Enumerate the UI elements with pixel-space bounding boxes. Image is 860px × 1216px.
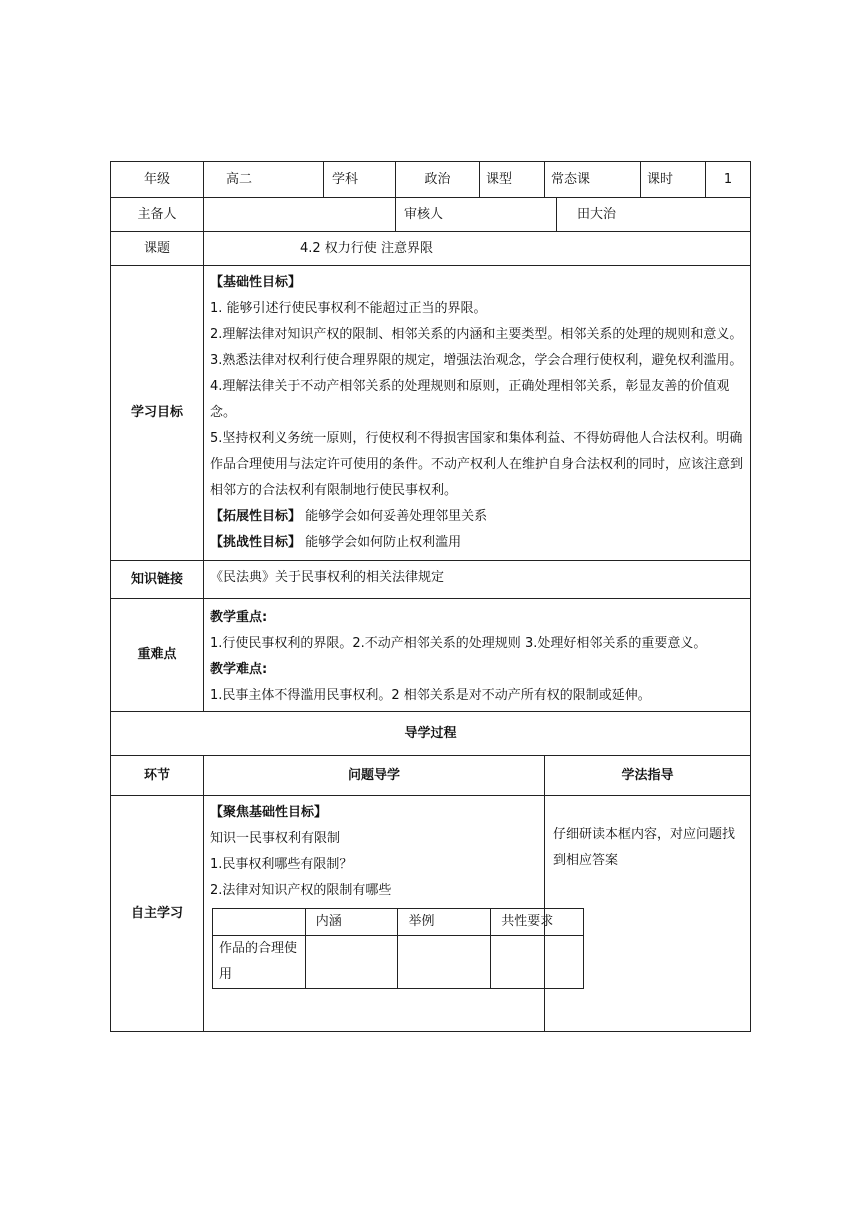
- extension-goal-text: 能够学会如何妥善处理邻里关系: [301, 509, 488, 524]
- topic-label: 课题: [111, 232, 204, 266]
- reviewer-value: 田大治: [557, 198, 751, 232]
- self-study-guide: 仔细研读本框内容，对应问题找到相应答案: [545, 796, 751, 1032]
- type-value: 常态课: [545, 162, 641, 198]
- knowledge-text: 《民法典》关于民事权利的相关法律规定: [204, 561, 751, 599]
- method-header: 学法指导: [545, 756, 751, 796]
- self-study-row: [111, 796, 751, 1032]
- focus-basic-title: 【聚焦基础性目标】: [210, 805, 328, 820]
- ip-table-header-example: 举例: [398, 909, 491, 936]
- knowledge-label: 知识链接: [111, 561, 204, 599]
- grade-label: 年级: [111, 162, 204, 198]
- question-2: 2.法律对知识产权的限制有哪些: [210, 883, 392, 898]
- difficulty-title: 教学难点:: [210, 662, 268, 677]
- keypoints-content: [204, 599, 751, 712]
- hours-value: 1: [706, 162, 751, 198]
- process-header-row: [111, 756, 751, 796]
- ip-table-header-connotation: 内涵: [305, 909, 398, 936]
- stage-header: 环节: [111, 756, 204, 796]
- lesson-plan-page: [110, 161, 750, 1032]
- topic-value: 4.2 权力行使 注意界限: [204, 232, 751, 266]
- objective-item-5: 5.坚持权利义务统一原则，行使权利不得损害国家和集体利益、不得妨碍他人合法权利。明确作品合理使用与法定许可使用的条件。不动产权利人在维护自身合法权利的同时，应该注意到相邻方的合法权利有限制地行使民事权利。: [210, 431, 744, 498]
- challenge-goal: [210, 530, 744, 556]
- extension-goal: [210, 504, 744, 530]
- focus-text: 1.行使民事权利的界限。2.不动产相邻关系的处理规则 3.处理好相邻关系的重要意义。: [210, 636, 707, 651]
- ip-table-cell: [305, 936, 398, 989]
- objective-item-1: 1. 能够引述行使民事权利不能超过正当的界限。: [210, 301, 487, 316]
- objectives-row: [111, 266, 751, 561]
- self-study-content: [204, 796, 554, 1032]
- type-label: 课型: [480, 162, 545, 198]
- knowledge-point-1: 知识一民事权利有限制: [210, 831, 341, 846]
- challenge-goal-text: 能够学会如何防止权利滥用: [301, 535, 462, 550]
- preparer-value: [204, 198, 396, 232]
- basic-goal-title: 【基础性目标】: [210, 275, 302, 290]
- topic-row: [111, 232, 751, 266]
- hours-label: 课时: [641, 162, 706, 198]
- ip-table-row-label: 作品的合理使用: [213, 936, 306, 989]
- objectives-content: [204, 266, 751, 561]
- keypoints-label: 重难点: [111, 599, 204, 712]
- question-1: 1.民事权利哪些有限制？: [210, 857, 353, 872]
- header-row-2: [111, 198, 751, 232]
- subject-label: 学科: [324, 162, 396, 198]
- ip-table-row: [213, 936, 584, 989]
- questions-header: 问题导学: [204, 756, 545, 796]
- focus-title: 教学重点:: [210, 610, 268, 625]
- keypoints-row: [111, 599, 751, 712]
- difficulty-text: 1.民事主体不得滥用民事权利。2 相邻关系是对不动产所有权的限制或延伸。: [210, 688, 651, 703]
- preparer-label: 主备人: [111, 198, 204, 232]
- objective-item-4: 4.理解法律关于不动产相邻关系的处理规则和原则，正确处理相邻关系，彰显友善的价值观念。: [210, 379, 730, 420]
- objective-item-2: 2.理解法律对知识产权的限制、相邻关系的内涵和主要类型。相邻关系的处理的规则和意义。: [210, 327, 743, 342]
- grade-value: 高二: [204, 162, 324, 198]
- ip-table-header-row: [213, 909, 584, 936]
- reviewer-label: 审核人: [396, 198, 557, 232]
- ip-table-header-requirement: 共性要求: [491, 909, 584, 936]
- challenge-goal-title: 【挑战性目标】: [210, 535, 302, 550]
- self-study-label: 自主学习: [111, 796, 204, 1032]
- process-title: 导学过程: [111, 712, 751, 756]
- ip-limits-table: [212, 908, 584, 989]
- ip-table-header-blank: [213, 909, 306, 936]
- knowledge-row: [111, 561, 751, 599]
- ip-table-cell: [398, 936, 491, 989]
- subject-value: 政治: [396, 162, 480, 198]
- process-title-row: [111, 712, 751, 756]
- objectives-label: 学习目标: [111, 266, 204, 561]
- objective-item-3: 3.熟悉法律对权利行使合理界限的规定，增强法治观念，学会合理行使权利，避免权利滥用。: [210, 353, 743, 368]
- lesson-plan-table: [110, 161, 751, 1032]
- extension-goal-title: 【拓展性目标】: [210, 509, 302, 524]
- header-row-1: [111, 162, 751, 198]
